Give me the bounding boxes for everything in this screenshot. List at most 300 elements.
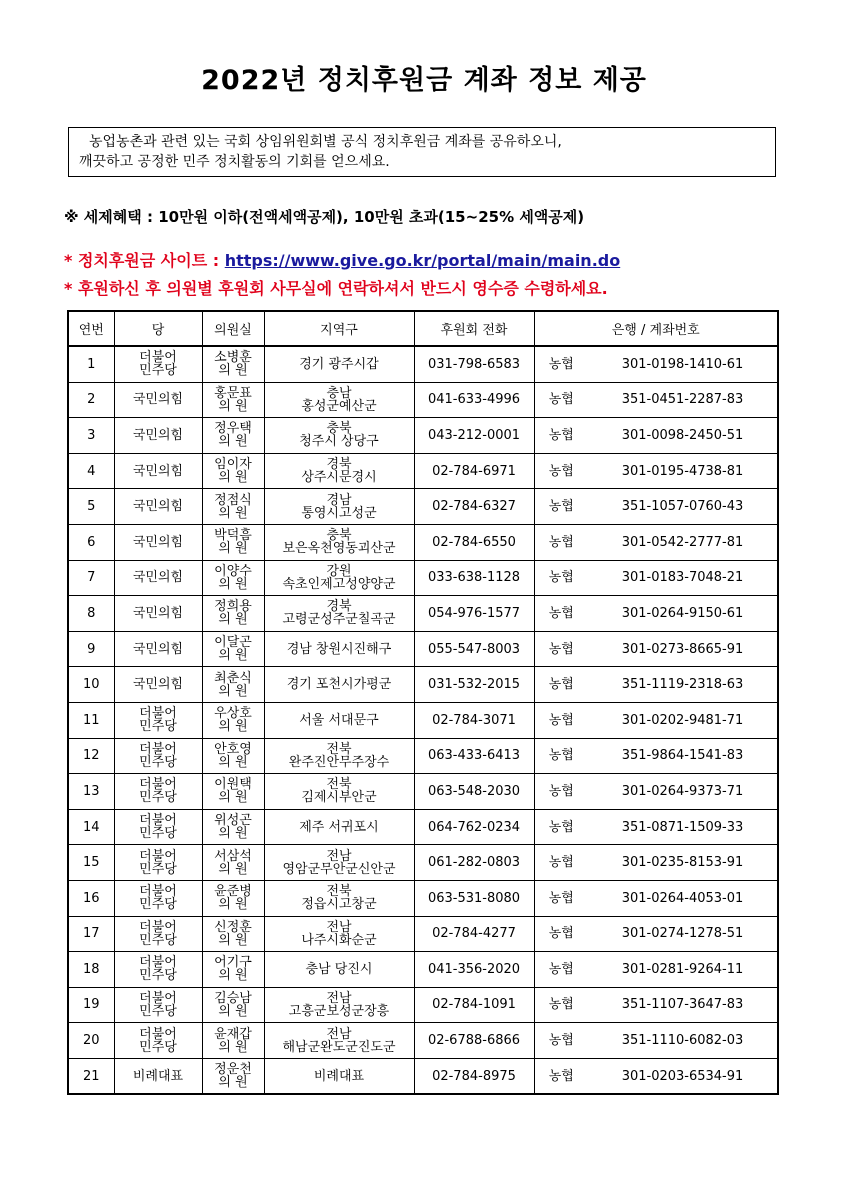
cell-phone (414, 702, 534, 738)
cell-bank (534, 1058, 588, 1094)
cell-no (68, 560, 114, 596)
header-no: 연번 (68, 311, 114, 346)
cell-party-text: 국민의힘 (132, 677, 184, 693)
cell-phone-text: 061-282-0803 (427, 855, 521, 871)
cell-phone (414, 774, 534, 810)
cell-party-text: 더불어 민주당 (139, 813, 177, 842)
header-district: 지역구 (264, 311, 414, 346)
cell-member-text: 임이자 의 원 (214, 457, 252, 486)
cell-party (114, 809, 202, 845)
cell-phone-text: 041-356-2020 (427, 961, 521, 977)
cell-account (588, 880, 778, 916)
cell-district-text: 전남 고흥군보성군장흥 (288, 990, 390, 1019)
cell-party-text: 국민의힘 (132, 641, 184, 657)
cell-no-text: 12 (82, 748, 100, 764)
cell-district (264, 418, 414, 454)
cell-party-text: 국민의힘 (132, 463, 184, 479)
cell-no-text: 9 (87, 641, 96, 657)
cell-no-text: 14 (82, 819, 100, 835)
cell-district-text: 경남 창원시진해구 (286, 641, 392, 657)
cell-phone-text: 031-798-6583 (427, 356, 521, 372)
cell-bank-text: 농협 (548, 819, 574, 835)
table-row (68, 560, 778, 596)
cell-phone-text: 02-784-8975 (432, 1068, 516, 1084)
cell-account-text: 301-0202-9481-71 (621, 712, 744, 728)
cell-no-text: 8 (87, 605, 96, 621)
cell-district-text: 서울 서대문구 (299, 712, 379, 728)
cell-account-text: 301-0203-6534-91 (621, 1068, 744, 1084)
cell-district-text: 충남 홍성군예산군 (301, 385, 377, 414)
cell-bank (534, 952, 588, 988)
cell-phone-text: 063-548-2030 (427, 783, 521, 799)
cell-district-text: 전남 영암군무안군신안군 (282, 848, 396, 877)
cell-phone (414, 845, 534, 881)
cell-party (114, 1058, 202, 1094)
cell-district (264, 667, 414, 703)
cell-party (114, 845, 202, 881)
cell-party-text: 비례대표 (132, 1068, 184, 1084)
cell-district-text: 강원 속초인제고성양양군 (282, 563, 396, 592)
donation-site-line (64, 248, 620, 271)
cell-account (588, 738, 778, 774)
cell-no (68, 489, 114, 525)
cell-account (588, 1023, 778, 1059)
cell-account (588, 987, 778, 1023)
cell-member-text: 안호영 의 원 (214, 741, 252, 770)
table-row (68, 809, 778, 845)
cell-party-text: 더불어 민주당 (139, 741, 177, 770)
cell-no-text: 21 (82, 1068, 100, 1084)
cell-district (264, 489, 414, 525)
cell-phone-text: 02-6788-6866 (427, 1033, 521, 1049)
cell-phone-text: 063-433-6413 (427, 748, 521, 764)
cell-no (68, 667, 114, 703)
table-row (68, 1023, 778, 1059)
cell-bank-text: 농협 (548, 427, 574, 443)
cell-district-text: 경북 상주시문경시 (301, 457, 377, 486)
table-row (68, 738, 778, 774)
cell-account (588, 453, 778, 489)
cell-member-text: 김승남 의 원 (214, 990, 252, 1019)
table-row (68, 382, 778, 418)
cell-bank-text: 농협 (548, 961, 574, 977)
cell-bank (534, 809, 588, 845)
cell-member (202, 1058, 264, 1094)
cell-account (588, 1058, 778, 1094)
cell-district-text: 전북 완주진안무주장수 (288, 741, 390, 770)
cell-no (68, 738, 114, 774)
cell-phone (414, 987, 534, 1023)
cell-bank-text: 농협 (548, 855, 574, 871)
cell-no (68, 1058, 114, 1094)
cell-member-text: 정운천 의 원 (214, 1062, 252, 1091)
header-bank-account: 은행 / 계좌번호 (534, 311, 778, 346)
cell-account-text: 301-0198-1410-61 (621, 356, 744, 372)
cell-member-text: 윤준병 의 원 (214, 884, 252, 913)
cell-account (588, 596, 778, 632)
donation-site-link[interactable]: https://www.give.go.kr/portal/main/main.do (224, 251, 621, 270)
cell-member-text: 박덕흠 의 원 (214, 528, 252, 557)
cell-account-text: 301-0235-8153-91 (621, 855, 744, 871)
cell-member (202, 667, 264, 703)
cell-bank (534, 524, 588, 560)
cell-party (114, 560, 202, 596)
cell-phone (414, 631, 534, 667)
table-row (68, 702, 778, 738)
cell-phone (414, 1023, 534, 1059)
cell-member (202, 596, 264, 632)
cell-member (202, 809, 264, 845)
cell-member-text: 어기구 의 원 (214, 955, 252, 984)
cell-account (588, 418, 778, 454)
cell-no (68, 952, 114, 988)
cell-member-text: 정우택 의 원 (214, 421, 252, 450)
cell-party (114, 667, 202, 703)
cell-district (264, 880, 414, 916)
cell-account (588, 952, 778, 988)
cell-no-text: 3 (87, 427, 96, 443)
cell-district (264, 524, 414, 560)
cell-district (264, 916, 414, 952)
cell-phone-text: 02-784-3071 (432, 712, 516, 728)
cell-party (114, 987, 202, 1023)
cell-member (202, 453, 264, 489)
intro-line-1: 농업농촌과 관련 있는 국회 상임위원회별 공식 정치후원금 계좌를 공유하오니, (89, 134, 562, 150)
cell-district-text: 제주 서귀포시 (299, 819, 379, 835)
table-row (68, 631, 778, 667)
cell-bank (534, 1023, 588, 1059)
cell-bank-text: 농협 (548, 570, 574, 586)
cell-bank-text: 농협 (548, 997, 574, 1013)
cell-phone-text: 02-784-4277 (432, 926, 516, 942)
cell-bank (534, 987, 588, 1023)
table-row (68, 1058, 778, 1094)
cell-phone (414, 880, 534, 916)
cell-member (202, 346, 264, 382)
cell-district-text: 경기 광주시갑 (299, 356, 379, 372)
table-row (68, 880, 778, 916)
cell-party-text: 더불어 민주당 (139, 919, 177, 948)
cell-member-text: 이원택 의 원 (214, 777, 252, 806)
cell-account (588, 667, 778, 703)
intro-box (68, 127, 776, 177)
cell-account-text: 351-9864-1541-83 (621, 748, 744, 764)
cell-district (264, 346, 414, 382)
cell-account-text: 351-0871-1509-33 (621, 819, 744, 835)
cell-party-text: 국민의힘 (132, 499, 184, 515)
cell-bank-text: 농협 (548, 534, 574, 550)
cell-member (202, 631, 264, 667)
cell-no-text: 13 (82, 783, 100, 799)
cell-no-text: 1 (87, 356, 96, 372)
table-row (68, 916, 778, 952)
cell-phone (414, 560, 534, 596)
cell-member-text: 이달곤 의 원 (214, 635, 252, 664)
cell-phone-text: 054-976-1577 (427, 605, 521, 621)
cell-no-text: 20 (82, 1033, 100, 1049)
cell-member-text: 우상호 의 원 (214, 706, 252, 735)
cell-district (264, 987, 414, 1023)
table-body (68, 346, 778, 1094)
cell-account-text: 301-0195-4738-81 (621, 463, 744, 479)
cell-district-text: 충북 보은옥천영동괴산군 (282, 528, 396, 557)
cell-phone (414, 809, 534, 845)
cell-account-text: 351-1110-6082-03 (621, 1033, 744, 1049)
cell-bank (534, 702, 588, 738)
cell-party (114, 631, 202, 667)
cell-member-text: 홍문표 의 원 (214, 385, 252, 414)
cell-member-text: 위성곤 의 원 (214, 813, 252, 842)
cell-party (114, 418, 202, 454)
cell-district-text: 경남 통영시고성군 (301, 492, 377, 521)
cell-phone-text: 02-784-6971 (432, 463, 516, 479)
cell-district (264, 1058, 414, 1094)
cell-member (202, 489, 264, 525)
cell-phone-text: 02-784-1091 (432, 997, 516, 1013)
table-row (68, 418, 778, 454)
cell-party (114, 738, 202, 774)
cell-bank-text: 농협 (548, 605, 574, 621)
cell-account (588, 524, 778, 560)
table-row (68, 596, 778, 632)
cell-district (264, 952, 414, 988)
cell-no-text: 10 (82, 677, 100, 693)
cell-district (264, 845, 414, 881)
cell-phone (414, 524, 534, 560)
donation-site-label: * 정치후원금 사이트 : (64, 251, 225, 270)
cell-bank-text: 농협 (548, 783, 574, 799)
cell-phone-text: 055-547-8003 (427, 641, 521, 657)
cell-account (588, 631, 778, 667)
cell-party-text: 더불어 민주당 (139, 706, 177, 735)
cell-bank (534, 880, 588, 916)
cell-district (264, 809, 414, 845)
cell-member (202, 987, 264, 1023)
cell-account-text: 301-0264-4053-01 (621, 890, 744, 906)
cell-member-text: 정희용 의 원 (214, 599, 252, 628)
cell-no (68, 987, 114, 1023)
cell-party-text: 국민의힘 (132, 605, 184, 621)
cell-phone-text: 02-784-6550 (432, 534, 516, 550)
cell-no (68, 774, 114, 810)
cell-member-text: 신정훈 의 원 (214, 919, 252, 948)
cell-district-text: 경북 고령군성주군칠곡군 (282, 599, 396, 628)
cell-account-text: 351-0451-2287-83 (621, 392, 744, 408)
cell-party (114, 346, 202, 382)
cell-party (114, 453, 202, 489)
cell-party (114, 596, 202, 632)
account-table (67, 310, 779, 1095)
cell-phone (414, 382, 534, 418)
cell-no (68, 382, 114, 418)
cell-bank (534, 667, 588, 703)
cell-party-text: 국민의힘 (132, 570, 184, 586)
cell-no (68, 453, 114, 489)
cell-district-text: 충남 당진시 (305, 961, 373, 977)
receipt-notice: * 후원하신 후 의원별 후원회 사무실에 연락하셔서 반드시 영수증 수령하세요. (64, 279, 608, 298)
table-row (68, 845, 778, 881)
cell-no-text: 4 (87, 463, 96, 479)
header-party: 당 (114, 311, 202, 346)
cell-bank (534, 738, 588, 774)
cell-account-text: 351-1119-2318-63 (621, 677, 744, 693)
cell-bank-text: 농협 (548, 712, 574, 728)
cell-bank-text: 농협 (548, 1033, 574, 1049)
cell-phone-text: 033-638-1128 (427, 570, 521, 586)
cell-bank-text: 농협 (548, 641, 574, 657)
header-member: 의원실 (202, 311, 264, 346)
cell-bank (534, 382, 588, 418)
cell-member (202, 418, 264, 454)
cell-bank-text: 농협 (548, 356, 574, 372)
cell-bank-text: 농협 (548, 499, 574, 515)
cell-account-text: 301-0281-9264-11 (621, 961, 744, 977)
cell-party-text: 더불어 민주당 (139, 955, 177, 984)
cell-district (264, 453, 414, 489)
cell-party-text: 더불어 민주당 (139, 777, 177, 806)
cell-no (68, 702, 114, 738)
cell-no-text: 16 (82, 890, 100, 906)
cell-party (114, 524, 202, 560)
cell-party-text: 더불어 민주당 (139, 1026, 177, 1055)
cell-district (264, 631, 414, 667)
cell-phone-text: 041-633-4996 (427, 392, 521, 408)
cell-party (114, 916, 202, 952)
cell-no (68, 346, 114, 382)
table-row (68, 667, 778, 703)
cell-member-text: 윤재갑 의 원 (214, 1026, 252, 1055)
cell-bank-text: 농협 (548, 926, 574, 942)
cell-district (264, 560, 414, 596)
cell-member (202, 845, 264, 881)
cell-bank (534, 916, 588, 952)
cell-district (264, 596, 414, 632)
cell-district (264, 1023, 414, 1059)
cell-bank (534, 596, 588, 632)
cell-bank (534, 418, 588, 454)
cell-party-text: 국민의힘 (132, 534, 184, 550)
cell-phone-text: 064-762-0234 (427, 819, 521, 835)
cell-account (588, 845, 778, 881)
cell-account-text: 301-0274-1278-51 (621, 926, 744, 942)
cell-party-text: 국민의힘 (132, 392, 184, 408)
cell-bank-text: 농협 (548, 677, 574, 693)
cell-phone (414, 1058, 534, 1094)
cell-district-text: 비례대표 (313, 1068, 365, 1084)
cell-no-text: 2 (87, 392, 96, 408)
cell-party (114, 774, 202, 810)
cell-account (588, 382, 778, 418)
cell-phone (414, 418, 534, 454)
cell-account-text: 301-0542-2777-81 (621, 534, 744, 550)
cell-party-text: 더불어 민주당 (139, 990, 177, 1019)
cell-district-text: 충북 청주시 상당구 (299, 421, 379, 450)
cell-member (202, 916, 264, 952)
cell-member-text: 서삼석 의 원 (214, 848, 252, 877)
cell-phone (414, 453, 534, 489)
cell-phone (414, 346, 534, 382)
cell-account-text: 301-0264-9373-71 (621, 783, 744, 799)
cell-account-text: 301-0264-9150-61 (621, 605, 744, 621)
cell-bank (534, 560, 588, 596)
cell-no (68, 631, 114, 667)
cell-account (588, 702, 778, 738)
cell-account (588, 774, 778, 810)
header-phone: 후원회 전화 (414, 311, 534, 346)
cell-account (588, 809, 778, 845)
cell-district-text: 전북 김제시부안군 (301, 777, 377, 806)
cell-bank-text: 농협 (548, 1068, 574, 1084)
cell-no (68, 916, 114, 952)
cell-account-text: 351-1107-3647-83 (621, 997, 744, 1013)
cell-member-text: 정점식 의 원 (214, 492, 252, 521)
table-row (68, 952, 778, 988)
cell-phone-text: 02-784-6327 (432, 499, 516, 515)
cell-member (202, 524, 264, 560)
cell-party (114, 702, 202, 738)
cell-bank-text: 농협 (548, 392, 574, 408)
cell-member (202, 702, 264, 738)
table-row (68, 774, 778, 810)
cell-no-text: 17 (82, 926, 100, 942)
cell-bank (534, 845, 588, 881)
cell-bank (534, 774, 588, 810)
cell-phone (414, 596, 534, 632)
cell-party-text: 더불어 민주당 (139, 350, 177, 379)
cell-member-text: 소병훈 의 원 (214, 350, 252, 379)
cell-district (264, 382, 414, 418)
cell-member-text: 최춘식 의 원 (214, 670, 252, 699)
cell-district (264, 774, 414, 810)
cell-party (114, 489, 202, 525)
cell-district-text: 전남 해남군완도군진도군 (282, 1026, 396, 1055)
cell-account-text: 301-0273-8665-91 (621, 641, 744, 657)
cell-no-text: 18 (82, 961, 100, 977)
cell-party (114, 1023, 202, 1059)
cell-bank-text: 농협 (548, 463, 574, 479)
cell-member (202, 560, 264, 596)
cell-bank-text: 농협 (548, 748, 574, 764)
cell-member-text: 이양수 의 원 (214, 563, 252, 592)
cell-district-text: 전남 나주시화순군 (301, 919, 377, 948)
cell-account (588, 346, 778, 382)
table-row (68, 346, 778, 382)
cell-member (202, 952, 264, 988)
cell-no (68, 524, 114, 560)
cell-account (588, 489, 778, 525)
cell-phone (414, 916, 534, 952)
cell-phone-text: 031-532-2015 (427, 677, 521, 693)
cell-no (68, 1023, 114, 1059)
cell-bank-text: 농협 (548, 890, 574, 906)
cell-no (68, 809, 114, 845)
cell-district-text: 전북 정읍시고창군 (301, 884, 377, 913)
cell-party-text: 더불어 민주당 (139, 848, 177, 877)
intro-line-2: 깨끗하고 공정한 민주 정치활동의 기회를 얻으세요. (79, 154, 390, 170)
cell-account-text: 301-0183-7048-21 (621, 570, 744, 586)
cell-bank (534, 631, 588, 667)
table-row (68, 987, 778, 1023)
cell-phone-text: 063-531-8080 (427, 890, 521, 906)
cell-phone (414, 667, 534, 703)
cell-no-text: 7 (87, 570, 96, 586)
cell-member (202, 774, 264, 810)
cell-bank (534, 346, 588, 382)
cell-no (68, 418, 114, 454)
cell-account-text: 301-0098-2450-51 (621, 427, 744, 443)
cell-party-text: 더불어 민주당 (139, 884, 177, 913)
cell-member (202, 1023, 264, 1059)
